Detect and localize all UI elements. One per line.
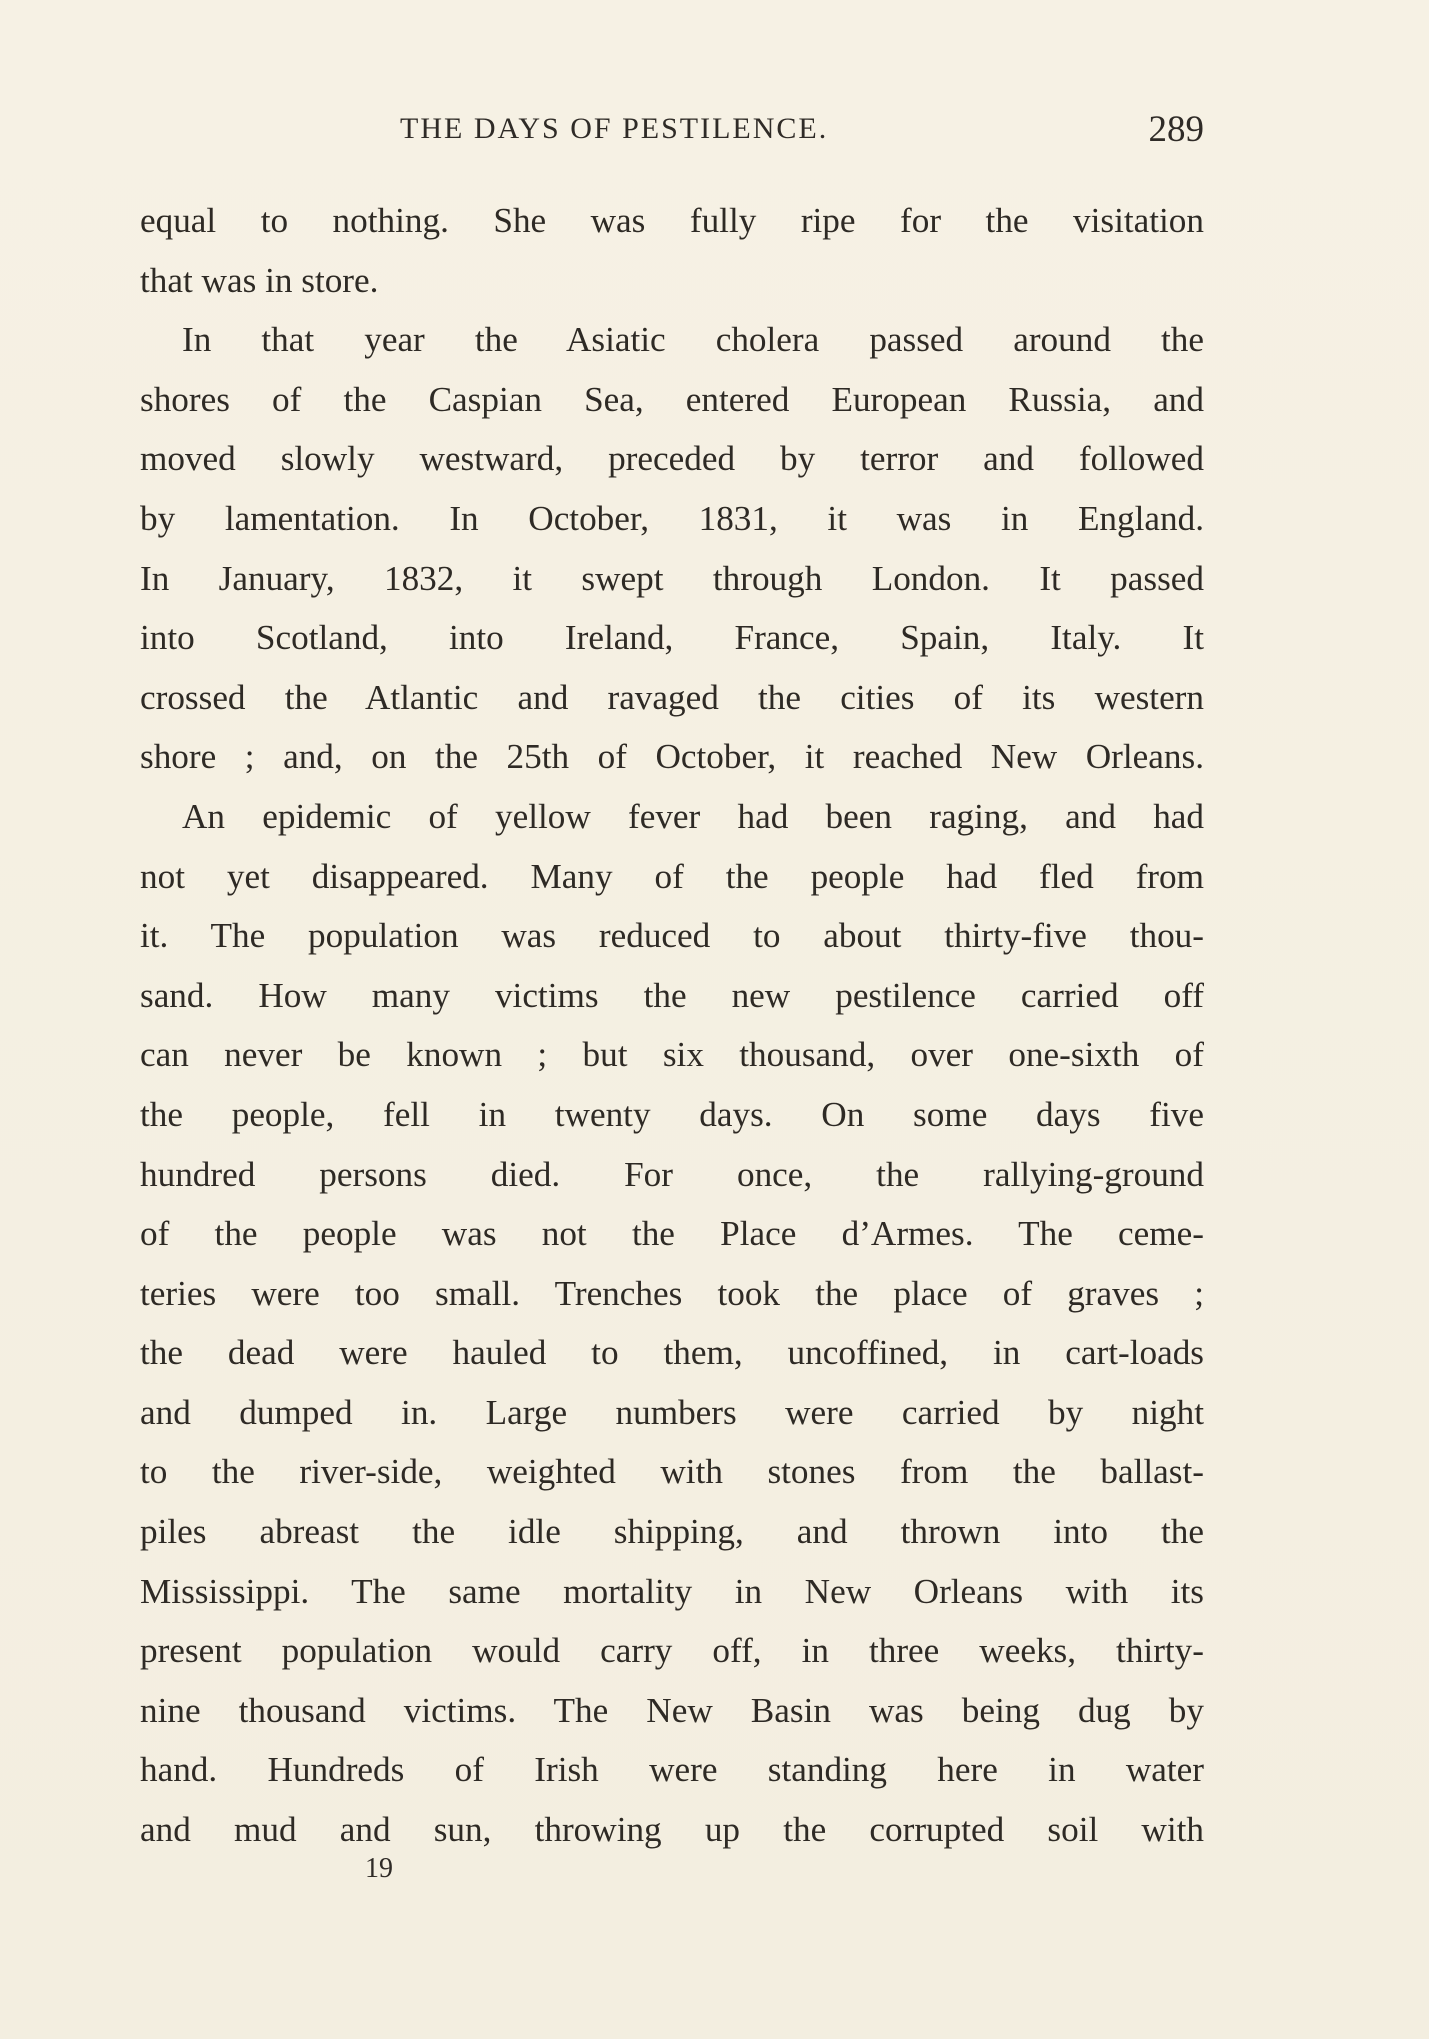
signature-mark: 19	[365, 1853, 393, 1884]
text-line: can never be known ; but six thousand, over one-sixth of	[140, 1035, 1204, 1075]
text-line: the people, fell in twenty days. On some days five	[140, 1094, 1204, 1134]
text-line: In January, 1832, it swept through London. It passed	[140, 558, 1204, 598]
text-line: hundred persons died. For once, the rallying-ground	[140, 1154, 1204, 1194]
page-number: 289	[1148, 109, 1204, 150]
text-line: hand. Hundreds of Irish were standing here in water	[140, 1750, 1204, 1790]
text-line: shores of the Caspian Sea, entered European Russia, and	[140, 379, 1204, 419]
text-line: by lamentation. In October, 1831, it was in England.	[140, 498, 1204, 538]
text-line: Mississippi. The same mortality in New Orleans with its	[140, 1571, 1204, 1611]
running-title: THE DAYS OF PESTILENCE.	[400, 112, 829, 145]
text-line: crossed the Atlantic and ravaged the cities of its western	[140, 677, 1204, 717]
text-line: of the people was not the Place d’Armes. The ceme-	[140, 1214, 1204, 1254]
text-line: moved slowly westward, preceded by terror and followed	[140, 439, 1204, 479]
text-line: it. The population was reduced to about thirty-five thou-	[140, 916, 1204, 956]
text-line: and dumped in. Large numbers were carried by night	[140, 1392, 1204, 1432]
text-line: shore ; and, on the 25th of October, it reached New Orleans.	[140, 737, 1204, 777]
text-line: nine thousand victims. The New Basin was being dug by	[140, 1690, 1204, 1730]
body-text	[140, 191, 1204, 1860]
text-line: equal to nothing. She was fully ripe for the visitation	[140, 201, 1204, 240]
text-line: piles abreast the idle shipping, and thrown into the	[140, 1512, 1204, 1552]
text-line: teries were too small. Trenches took the place of graves ;	[140, 1273, 1204, 1313]
running-head	[140, 109, 1204, 162]
text-line: to the river-side, weighted with stones from the ballast-	[140, 1452, 1204, 1492]
text-line: present population would carry off, in three weeks, thirty-	[140, 1631, 1204, 1671]
text-line: not yet disappeared. Many of the people had fled from	[140, 856, 1204, 896]
text-line: the dead were hauled to them, uncoffined, in cart-loads	[140, 1333, 1204, 1373]
text-line: into Scotland, into Ireland, France, Spain, Italy. It	[140, 618, 1204, 658]
text-line: In that year the Asiatic cholera passed around the	[182, 320, 1204, 360]
text-line: and mud and sun, throwing up the corrupted soil with	[140, 1810, 1204, 1850]
text-line: An epidemic of yellow fever had been raging, and had	[182, 796, 1204, 836]
text-line: that was in store.	[140, 260, 379, 300]
text-line: sand. How many victims the new pestilence carried off	[140, 975, 1204, 1015]
